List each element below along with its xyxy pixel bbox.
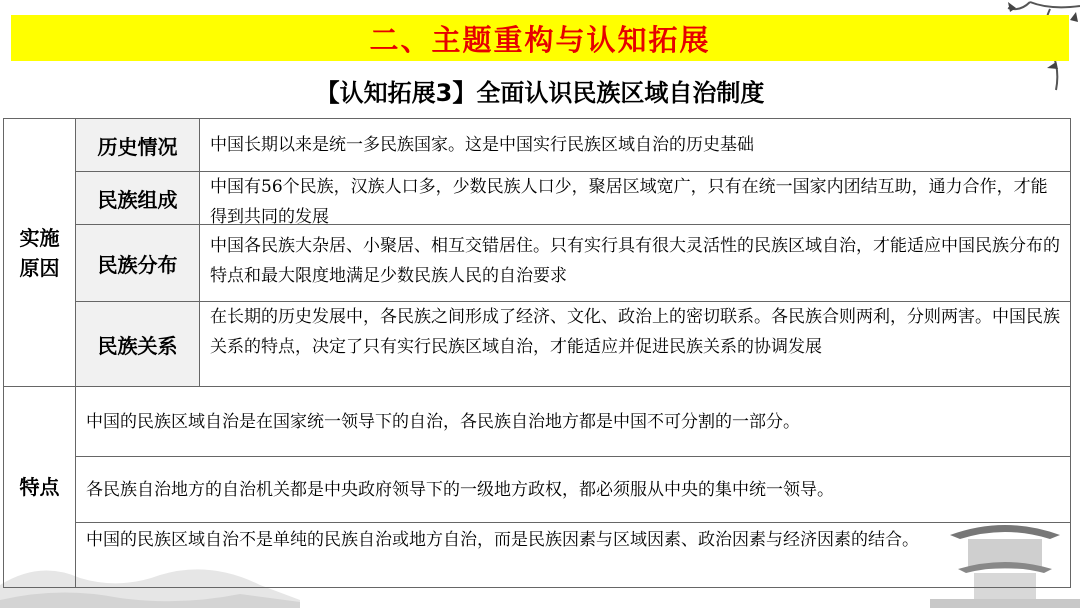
section-title-bar [11, 15, 1069, 61]
row-text-distribution: 中国各民族大杂居、小聚居、相互交错居住。只有实行具有很大灵活性的民族区域自治，才能适应中国民族分布的特点和最大限度地满足少数民族人民的自治要求 [200, 225, 1070, 302]
row-label-history: 历史情况 [76, 119, 200, 172]
category-reasons [4, 119, 76, 387]
row-label-composition: 民族组成 [76, 172, 200, 225]
category-features [4, 387, 76, 587]
row-text-history: 中国长期以来是统一多民族国家。这是中国实行民族区域自治的历史基础 [200, 119, 1070, 172]
category-reasons-label: 实施 原因 [19, 225, 60, 280]
row-text-composition: 中国有56个民族，汉族人口多，少数民族人口少，聚居区域宽广，只有在统一国家内团结互助，通力合作，才能得到共同的发展 [200, 172, 1070, 225]
autonomy-table [3, 118, 1071, 588]
feature-row: 中国的民族区域自治不是单纯的民族自治或地方自治，而是民族因素与区域因素、政治因素与经济因素的结合。 [86, 530, 919, 550]
feature-row: 中国的民族区域自治是在国家统一领导下的自治，各民族自治地方都是中国不可分割的一部分。 [76, 387, 1070, 457]
category-features-label: 特点 [19, 475, 60, 499]
page-subtitle: 【认知拓展3】全面认识民族区域自治制度 [315, 79, 765, 107]
row-text-relations: 在长期的历史发展中，各民族之间形成了经济、文化、政治上的密切联系。各民族合则两利，分则两害。中国民族关系的特点，决定了只有实行民族区域自治，才能适应并促进民族关系的协调发展 [200, 302, 1070, 387]
feature-row: 各民族自治地方的自治机关都是中央政府领导下的一级地方政权，都必须服从中央的集中统一领导。 [76, 457, 1070, 523]
section-title: 二、主题重构与认知拓展 [369, 22, 711, 57]
row-label-relations: 民族关系 [76, 302, 200, 387]
row-label-distribution: 民族分布 [76, 225, 200, 302]
